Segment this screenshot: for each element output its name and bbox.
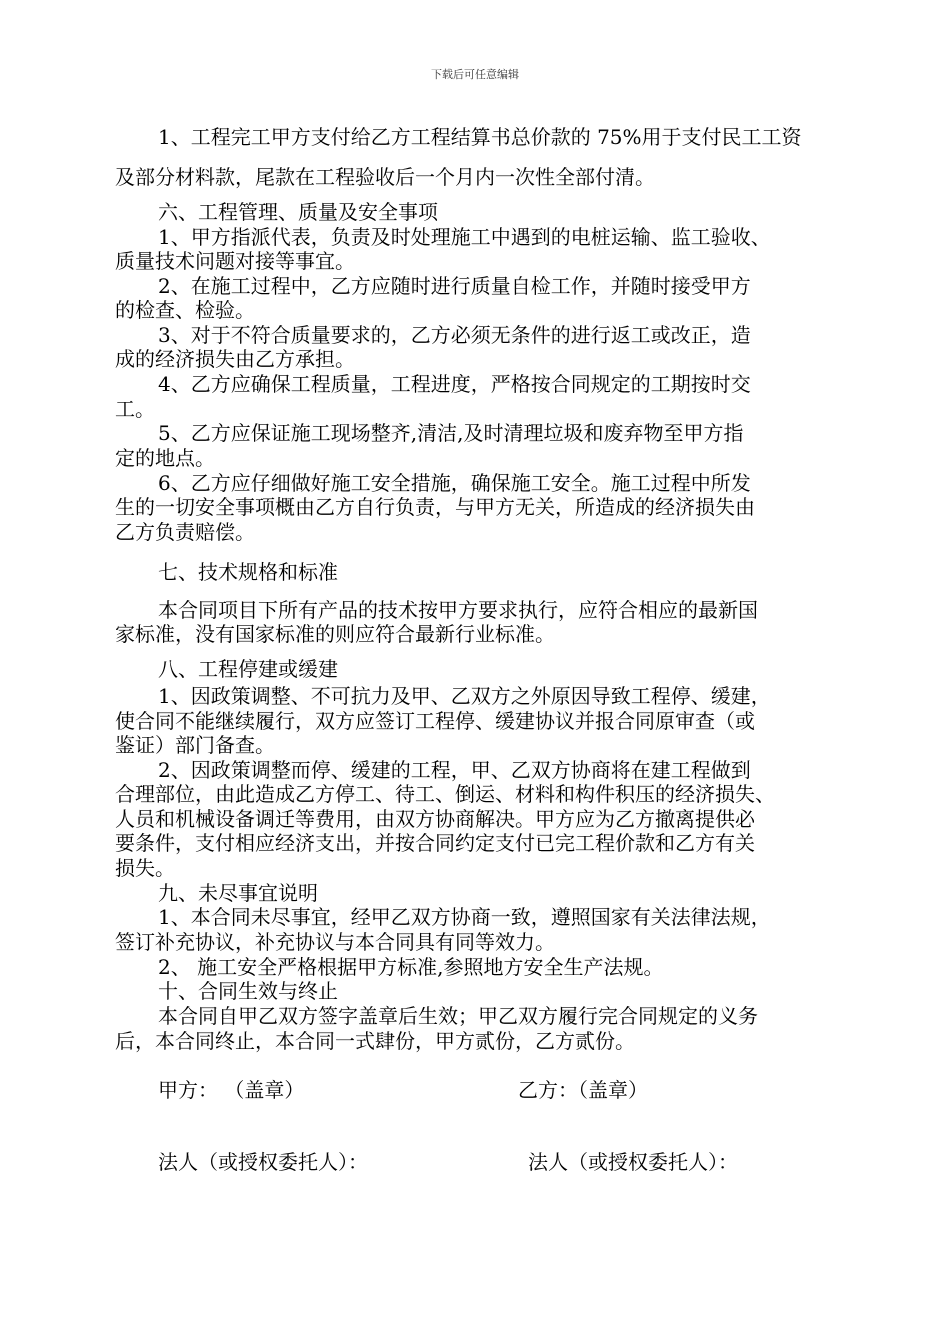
paragraph-line: 乙方负责赔偿。	[115, 520, 255, 544]
paragraph-line: 家标准，没有国家标准的则应符合最新行业标准。	[115, 622, 555, 646]
party-b-seal: 乙方：（盖章）	[518, 1078, 648, 1102]
paragraph-line: 要条件，支付相应经济支出，并按合同约定支付已完工程价款和乙方有关	[115, 831, 755, 855]
paragraph-line: 本合同自甲乙双方签字盖章后生效；甲乙双方履行完合同规定的义务	[158, 1004, 758, 1028]
paragraph-line: 6、乙方应仔细做好施工安全措施，确保施工安全。施工过程中所发	[158, 471, 751, 495]
paragraph-line: 的检查、检验。	[115, 298, 255, 322]
paragraph-line: 签订补充协议，补充协议与本合同具有同等效力。	[115, 930, 555, 954]
party-a-legal-rep: 法人（或授权委托人）：	[158, 1150, 368, 1174]
paragraph-line: 1、本合同未尽事宜，经甲乙双方协商一致，遵照国家有关法律法规，	[158, 905, 771, 929]
section-heading: 八、工程停建或缓建	[158, 657, 338, 681]
paragraph-line: 2、因政策调整而停、缓建的工程，甲、乙双方协商将在建工程做到	[158, 758, 751, 782]
paragraph-line: 2、在施工过程中，乙方应随时进行质量自检工作，并随时接受甲方	[158, 274, 751, 298]
paragraph-line: 2、 施工安全严格根据甲方标准,参照地方安全生产法规。	[158, 955, 664, 979]
section-heading: 六、工程管理、质量及安全事项	[158, 200, 438, 224]
paragraph-line: 成的经济损失由乙方承担。	[115, 347, 355, 371]
paragraph-line: 合理部位，由此造成乙方停工、待工、倒运、材料和构件积压的经济损失、	[115, 782, 775, 806]
paragraph-line: 1、因政策调整、不可抗力及甲、乙双方之外原因导致工程停、缓建，	[158, 684, 771, 708]
paragraph-line: 生的一切安全事项概由乙方自行负责，与甲方无关，所造成的经济损失由	[115, 495, 755, 519]
paragraph-line: 5、乙方应保证施工现场整齐,清洁,及时清理垃圾和废弃物至甲方指	[158, 421, 744, 445]
paragraph-line: 后，本合同终止，本合同一式肆份，甲方贰份，乙方贰份。	[115, 1029, 635, 1053]
paragraph-line: 鉴证）部门备查。	[115, 733, 275, 757]
party-b-legal-rep: 法人（或授权委托人）：	[528, 1150, 738, 1174]
paragraph-line: 及部分材料款，尾款在工程验收后一个月内一次性全部付清。	[115, 165, 655, 189]
section-heading: 十、合同生效与终止	[158, 979, 338, 1003]
section-heading: 九、未尽事宜说明	[158, 881, 318, 905]
paragraph-line: 人员和机械设备调迁等费用，由双方协商解决。甲方应为乙方撤离提供必	[115, 807, 755, 831]
section-heading: 七、技术规格和标准	[158, 560, 338, 584]
paragraph-line: 损失。	[115, 856, 175, 880]
paragraph-line: 本合同项目下所有产品的技术按甲方要求执行，应符合相应的最新国	[158, 598, 758, 622]
page-header: 下载后可任意编辑	[431, 68, 519, 81]
paragraph-line: 定的地点。	[115, 446, 215, 470]
paragraph-line: 工。	[115, 397, 155, 421]
paragraph-line: 质量技术问题对接等事宜。	[115, 249, 355, 273]
paragraph-line: 1、工程完工甲方支付给乙方工程结算书总价款的 75%用于支付民工工资	[158, 125, 802, 149]
party-a-seal: 甲方： （盖章）	[158, 1078, 305, 1102]
paragraph-line: 4、乙方应确保工程质量，工程进度，严格按合同规定的工期按时交	[158, 372, 751, 396]
paragraph-line: 3、对于不符合质量要求的，乙方必须无条件的进行返工或改正，造	[158, 323, 751, 347]
paragraph-line: 使合同不能继续履行，双方应签订工程停、缓建协议并报合同原审查（或	[115, 709, 755, 733]
paragraph-line: 1、甲方指派代表，负责及时处理施工中遇到的电桩运输、监工验收、	[158, 225, 771, 249]
